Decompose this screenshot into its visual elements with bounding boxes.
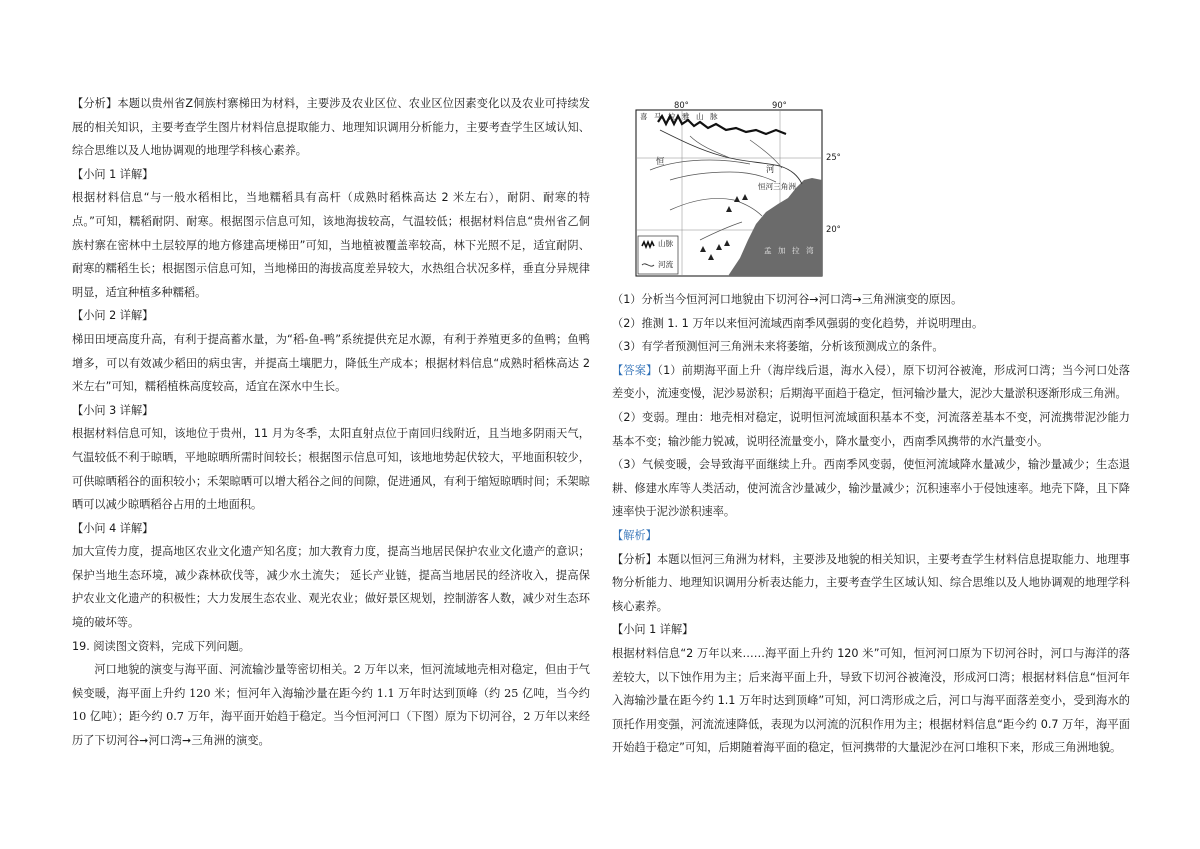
right-column: [612, 92, 1130, 760]
subquestion-3-heading: 【小问 3 详解】: [72, 403, 154, 417]
analysis-tag: 【解析】: [612, 528, 657, 542]
analysis-paragraph-right: 【分析】本题以恒河三角洲为材料，主要涉及地貌的相关知识，主要考查学生材料信息提取能力、地理事物分析能力、地理知识调用分析表达能力，主要考查学生区域认知、综合思维以及人地协调观的地理学科核心素养。: [612, 552, 1130, 613]
answer-tag: 【答案】: [612, 363, 658, 377]
ganges-label-1: 恒: [656, 156, 665, 166]
subquestion-4-detail: 加大宣传力度，提高地区农业文化遗产知名度；加大教育力度，提高当地居民保护农业文化遗产的意识；保护当地生态环境，减少森林砍伐等，减少水土流失； 延长产业链，提高当地居民的经济收入，提高保护农业文化遗产的积极性；大力发展生态农业、观光农业；做好景区规划，控制游客人数，减少对生态环境的破坏等。: [72, 545, 590, 630]
subquestion-3-detail: 根据材料信息可知，该地位于贵州，11 月为冬季，太阳直射点位于南回归线附近，且当地多阴雨天气，气温较低不利于晾晒，平地晾晒所需时间较长；根据图示信息可知，该地地势起伏较大，平地面积较少，可供晾晒稻谷的面积较小；禾架晾晒可以增大稻谷之间的间隙，促进通风，有利于缩短晾晒时间；禾架晾晒可以减少晾晒稻谷占用的土地面积。: [72, 427, 590, 512]
legend-river-label: 河流: [658, 260, 674, 269]
legend-mountain-label: 山脉: [658, 239, 674, 248]
answer-1: [612, 359, 1130, 406]
answer-3: （3）气候变暖，会导致海平面继续上升。西南季风变弱，使恒河流域降水量减少，输沙量减少；生态退耕、修建水库等人类活动，使河流含沙量减少，输沙量减少；沉积速率小于侵蚀速率。地壳下降，且下降速率快于泥沙淤积速率。: [612, 458, 1130, 519]
right-subquestion-1-heading: 【小问 1 详解】: [612, 623, 694, 637]
subquestion-1-detail: 根据材料信息“与一般水稻相比，当地糯稻具有高杆（成熟时稻株高达 2 米左右），耐阴、耐寒的特点。”可知，糯稻耐阴、耐寒。根据图示信息可知，该地海拔较高，气温较低；根据材料信息“贵州省乙侗族村寨在密林中土层较厚的地方修建高埂梯田”可知，当地植被覆盖率较高，林下光照不足，适宜耐阴、耐寒的糯稻生长；根据图示信息可知，当地梯田的海拔高度差异较大，水热组合状况多样，垂直分异规律明显，适宜种植多种糯稻。: [72, 191, 590, 299]
lon-80-label: 80°: [674, 100, 689, 110]
question-3: （3）有学者预测恒河三角洲未来将萎缩，分析该预测成立的条件。: [612, 340, 944, 354]
subquestion-2-heading: 【小问 2 详解】: [72, 309, 154, 323]
answer-2: （2）变弱。理由：地壳相对稳定，说明恒河流域面积基本不变，河流落差基本不变，河流携带泥沙能力基本不变；输沙能力锐减，说明径流量变小，降水量变小，西南季风携带的水汽量变小。: [612, 410, 1130, 448]
bay-label: 孟 加 拉 湾: [764, 246, 816, 255]
question-19-material: 河口地貌的演变与海平面、河流输沙量等密切相关。2 万年以来，恒河流域地壳相对稳定，但由于气候变暖，海平面上升约 120 米；恒河年入海输沙量在距今约 1.1 万年时达到顶峰（约 25 亿吨，当今约 10 亿吨）；距今约 0.7 万年，海平面开始趋于稳定。当今恒河河口（下图）原为下切河谷，2 万年以来经历了下切河谷➞河口湾➞三角洲的演变。: [72, 663, 590, 748]
left-column: [72, 92, 590, 753]
delta-label: 恒河三角洲: [758, 182, 796, 191]
right-subquestion-1-detail: 根据材料信息“2 万年以来……海平面上升约 120 米”可知，恒河河口原为下切河谷时，河口与海洋的落差较大，以下蚀作用为主；后来海平面上升，导致下切河谷被淹没，形成河口湾；根据材料信息“恒河年入海输沙量在距今约 1.1 万年时达到顶峰”可知，河口湾形成之后，河口与海平面落差变小，受到海水的顶托作用变强，河流流速降低，表现为以河流的沉积作用为主；根据材料信息“距今约 0.7 万年，海平面开始趋于稳定”可知，后期随着海平面的稳定，恒河携带的大量泥沙在河口堆积下来，形成三角洲地貌。: [612, 646, 1130, 755]
question-19-title: 19. 阅读图文资料，完成下列问题。: [72, 639, 250, 653]
lat-25-label: 25°: [826, 152, 841, 162]
ganges-estuary-map: [630, 100, 841, 280]
subquestion-2-detail: 梯田田埂高度升高，有利于提高蓄水量，为“稻-鱼-鸭”系统提供充足水源，有利于养殖更多的鱼鸭；鱼鸭增多，可以有效减少稻田的病虫害，并提高土壤肥力，降低生产成本；根据材料信息“成熟时稻株高达 2 米左右”可知，糯稻植株高度较高，适宜在深水中生长。: [72, 332, 590, 394]
analysis-paragraph: 【分析】本题以贵州省Z侗族村寨梯田为材料，主要涉及农业区位、农业区位因素变化以及农业可持续发展的相关知识，主要考查学生图片材料信息提取能力、地理知识调用分析能力，主要考查学生区域认知、综合思维以及人地协调观的地理学科核心素养。: [72, 97, 590, 158]
subquestion-4-heading: 【小问 4 详解】: [72, 521, 154, 535]
answer-1-text: （1）前期海平面上升（海岸线后退，海水入侵），原下切河谷被淹，形成河口湾；当今河口处落差变小，流速变慢，泥沙易淤积；后期海平面趋于稳定，恒河输沙量大，泥沙大量淤积逐渐形成三角洲。: [612, 363, 1130, 401]
subquestion-1-heading: 【小问 1 详解】: [72, 167, 154, 181]
himalaya-label: 喜 马 拉 雅 山 脉: [640, 112, 720, 121]
lon-90-label: 90°: [772, 100, 787, 110]
ganges-label-2: 河: [766, 164, 775, 174]
question-1: （1）分析当今恒河河口地貌由下切河谷→河口湾→三角洲演变的原因。: [612, 293, 963, 306]
question-2: （2）推测 1. 1 万年以来恒河流域西南季风强弱的变化趋势，并说明理由。: [612, 316, 984, 330]
lat-20-label: 20°: [826, 224, 841, 234]
